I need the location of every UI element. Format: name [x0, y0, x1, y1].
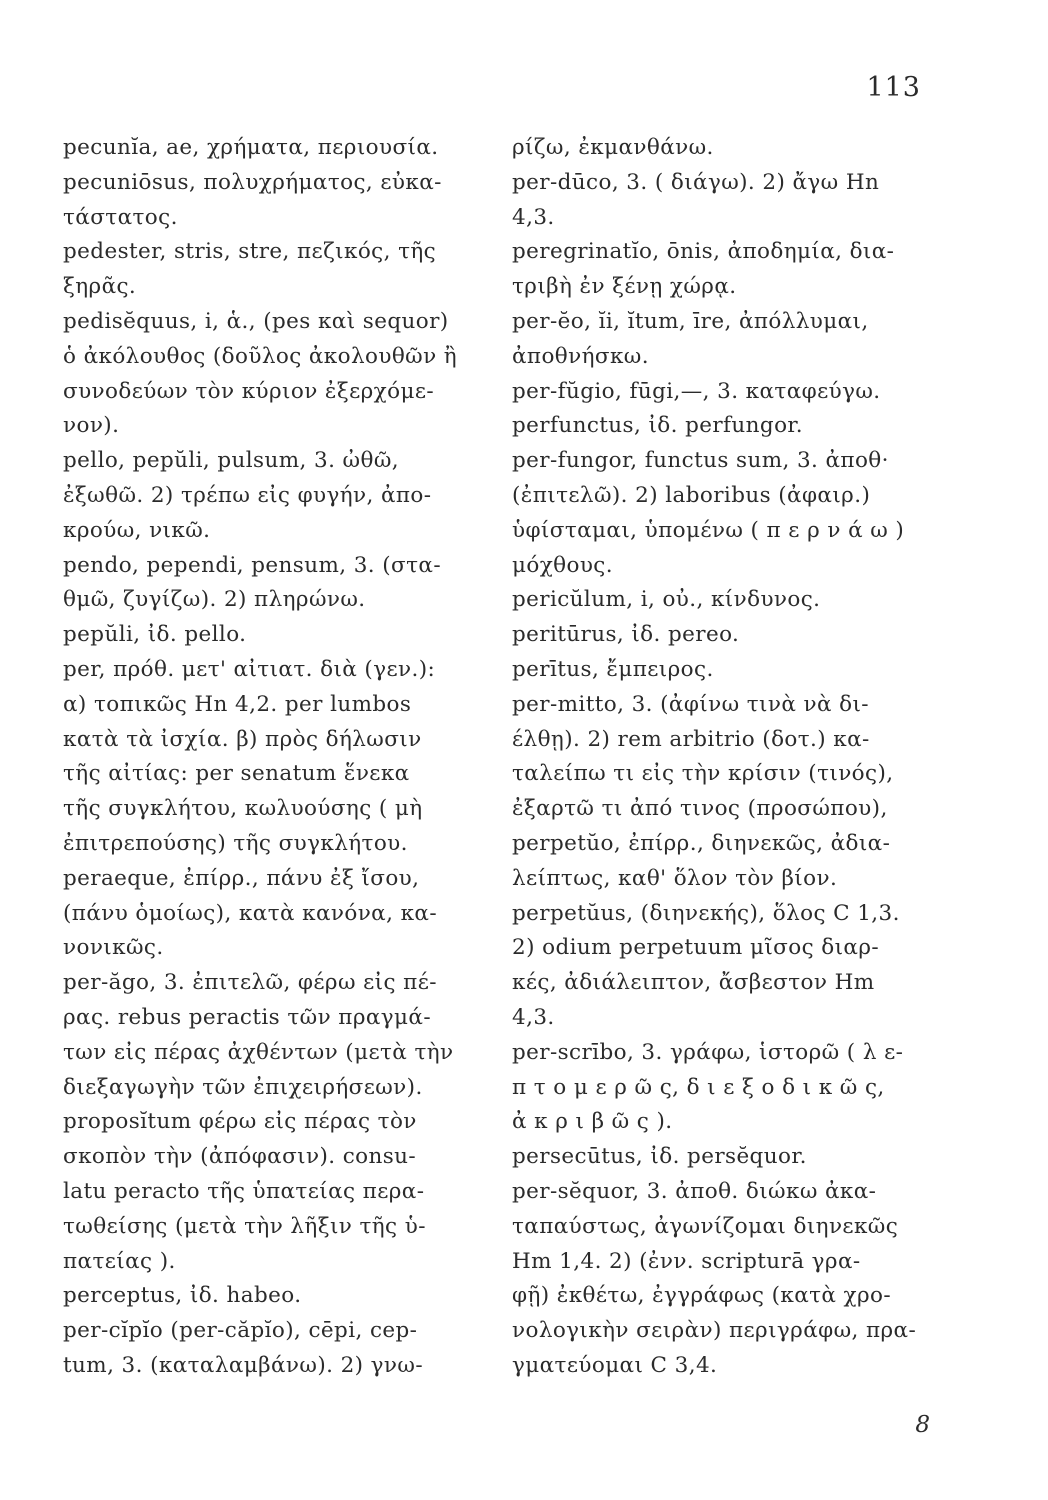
dictionary-line: φῇ) ἐκθέτω, ἐγγράφως (κατὰ χρο-	[512, 1283, 892, 1309]
dictionary-line: τωθείσης (μετὰ τὴν λῆξιν τῆς ὑ-	[63, 1213, 426, 1239]
dictionary-line: perceptus, ἰδ. habeo.	[63, 1283, 302, 1309]
dictionary-line: peritūrus, ἰδ. pereo.	[512, 622, 740, 648]
dictionary-line: pepŭli, ἰδ. pello.	[63, 622, 247, 648]
dictionary-line: perpetŭo, ἐπίρρ., διηνεκῶς, ἀδια-	[512, 830, 891, 856]
dictionary-line: νολογικὴν σειρὰν) περιγράφω, πρα-	[512, 1318, 917, 1344]
dictionary-line: ἐξωθῶ. 2) τρέπω εἰς φυγήν, ἀπο-	[63, 482, 432, 508]
dictionary-line: κατὰ τὰ ἰσχία. β) πρὸς δήλωσιν	[63, 726, 422, 752]
dictionary-line: per-scrībo, 3. γράφω, ἱστορῶ ( λ ε-	[512, 1039, 904, 1065]
dictionary-line: perpetŭus, (διηνεκής), ὅλος C 1,3.	[512, 900, 900, 926]
dictionary-line: νον).	[63, 413, 120, 439]
dictionary-line: των εἰς πέρας ἀχθέντων (μετὰ τὴν	[63, 1039, 454, 1065]
dictionary-line: pedisĕquus, i, ἁ., (pes καὶ sequor)	[63, 308, 449, 334]
dictionary-line: π τ ο μ ε ρ ῶ ς, δ ι ε ξ ο δ ι κ ῶ ς,	[512, 1074, 885, 1100]
dictionary-line: ἀποθνήσκω.	[512, 343, 649, 369]
dictionary-line: ρίζω, ἐκμανθάνω.	[512, 135, 714, 160]
dictionary-line: κές, ἀδιάλειπτον, ἄσβεστον Hm	[512, 970, 875, 996]
dictionary-line: γματεύομαι C 3,4.	[512, 1352, 718, 1378]
page-number: 113	[866, 72, 921, 103]
dictionary-line: κρούω, νικῶ.	[63, 517, 211, 543]
dictionary-line: ξηρᾶς.	[63, 274, 137, 300]
dictionary-line: per-fungor, functus sum, 3. ἀποθ·	[512, 448, 889, 474]
dictionary-line: perfunctus, ἰδ. perfungor.	[512, 413, 803, 439]
dictionary-line: σκοπὸν τὴν (ἀπόφασιν). consu-	[63, 1144, 417, 1170]
dictionary-line: 4,3.	[512, 1004, 555, 1030]
dictionary-line: ταλείπω τι εἰς τὴν κρίσιν (τινός),	[512, 761, 894, 787]
dictionary-line: τῆς αἰτίας: per senatum ἕνεκα	[63, 761, 410, 787]
dictionary-line: latu peracto τῆς ὑπατείας περα-	[63, 1178, 425, 1204]
dictionary-line: pecunĭa, ae, χρήματα, περιουσία.	[63, 135, 439, 160]
dictionary-line: peregrinatĭo, ōnis, ἀποδημία, δια-	[512, 239, 895, 265]
dictionary-line: pecuniōsus, πολυχρήματος, εὐκα-	[63, 169, 442, 195]
dictionary-line: νονικῶς.	[63, 935, 164, 961]
dictionary-line: πατείας ).	[63, 1248, 176, 1274]
right-column	[512, 131, 942, 1384]
dictionary-line: pericŭlum, i, οὐ., κίνδυνος.	[512, 587, 821, 613]
dictionary-line: peraeque, ἐπίρρ., πάνυ ἐξ ἴσου,	[63, 865, 420, 891]
dictionary-line: Hm 1,4. 2) (ἐνν. scripturā γρα-	[512, 1248, 861, 1274]
dictionary-line: ὑφίσταμαι, ὑπομένω ( π ε ρ ν ά ω )	[512, 517, 905, 543]
signature-mark: 8	[915, 1412, 930, 1438]
dictionary-line: persecūtus, ἰδ. persĕquor.	[512, 1144, 807, 1170]
dictionary-line: per-fŭgio, fūgi,—, 3. καταφεύγω.	[512, 378, 881, 404]
dictionary-line: tum, 3. (καταλαμβάνω). 2) γνω-	[63, 1352, 423, 1378]
dictionary-line: pedester, stris, stre, πεζικός, τῆς	[63, 239, 437, 265]
dictionary-line: per-dūco, 3. ( διάγω). 2) ἄγω Hn	[512, 169, 880, 195]
dictionary-line: θμῶ, ζυγίζω). 2) πληρώνω.	[63, 587, 366, 613]
dictionary-line: (ἐπιτελῶ). 2) laboribus (ἀφαιρ.)	[512, 482, 871, 508]
dictionary-line: α) τοπικῶς Hn 4,2. per lumbos	[63, 691, 412, 717]
dictionary-line: per-cĭpĭo (per-căpĭo), cēpi, cep-	[63, 1318, 418, 1344]
dictionary-line: per, πρόθ. μετ' αἰτιατ. διὰ (γεν.):	[63, 656, 436, 682]
dictionary-line: per-sĕquor, 3. ἀποθ. διώκω ἀκα-	[512, 1178, 877, 1204]
dictionary-line: pello, pepŭli, pulsum, 3. ὠθῶ,	[63, 448, 399, 474]
dictionary-line: ὁ ἀκόλουθος (δοῦλος ἀκολουθῶν ἢ	[63, 343, 458, 369]
dictionary-line: ἐπιτρεπούσης) τῆς συγκλήτου.	[63, 830, 408, 856]
dictionary-line: per-ăgo, 3. ἐπιτελῶ, φέρω εἰς πέ-	[63, 970, 437, 996]
dictionary-line: per-mitto, 3. (ἀφίνω τινὰ νὰ δι-	[512, 691, 869, 717]
dictionary-line: ἐξαρτῶ τι ἀπό τινος (προσώπου),	[512, 796, 888, 822]
left-column	[63, 131, 468, 1384]
dictionary-line: τριβὴ ἐν ξένῃ χώρᾳ.	[512, 274, 737, 300]
dictionary-line: ρας. rebus peractis τῶν πραγμά-	[63, 1004, 431, 1030]
dictionary-line: 4,3.	[512, 204, 555, 230]
dictionary-line: pendo, pependi, pensum, 3. (στα-	[63, 552, 441, 578]
dictionary-line: proposĭtum φέρω εἰς πέρας τὸν	[63, 1109, 417, 1135]
dictionary-line: perītus, ἔμπειρος.	[512, 656, 714, 682]
dictionary-line: ἀ κ ρ ι β ῶ ς ).	[512, 1109, 673, 1135]
dictionary-line: έλθῃ). 2) rem arbitrio (δοτ.) κα-	[512, 726, 870, 752]
dictionary-line: μόχθους.	[512, 552, 613, 578]
dictionary-line: συνοδεύων τὸν κύριον ἐξερχόμε-	[63, 378, 435, 404]
dictionary-line: 2) odium perpetuum μῖσος διαρ-	[512, 935, 880, 961]
dictionary-line: per-ĕo, ĭi, ĭtum, īre, ἀπόλλυμαι,	[512, 308, 869, 334]
dictionary-line: λείπτως, καθ' ὅλον τὸν βίον.	[512, 865, 838, 891]
dictionary-line: διεξαγωγὴν τῶν ἐπιχειρήσεων).	[63, 1074, 423, 1100]
dictionary-line: τάστατος.	[63, 204, 178, 230]
dictionary-line: (πάνυ ὁμοίως), κατὰ κανόνα, κα-	[63, 900, 437, 926]
dictionary-line: ταπαύστως, ἀγωνίζομαι διηνεκῶς	[512, 1213, 899, 1239]
dictionary-line: τῆς συγκλήτου, κωλυούσης ( μὴ	[63, 796, 423, 822]
